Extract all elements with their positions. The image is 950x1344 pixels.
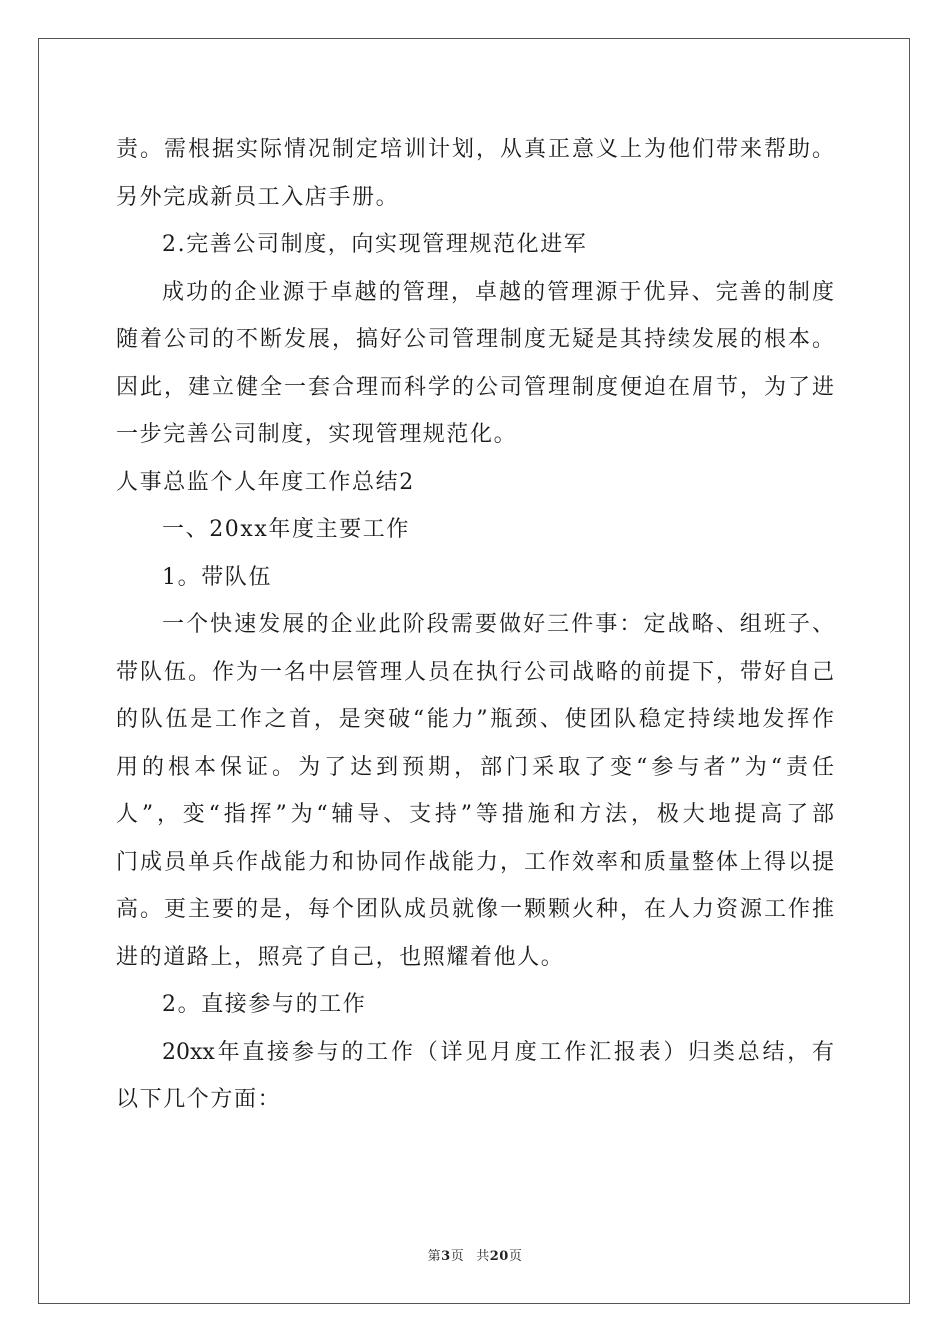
text-line: 另外完成新员工入店手册。 xyxy=(116,184,400,210)
text-line: 用的根本保证。为了达到预期，部门采取了变“参与者”为“责任 xyxy=(116,754,834,780)
page-label-suffix: 页 xyxy=(450,1249,465,1264)
page-label-prefix: 第 xyxy=(427,1249,442,1264)
subsection-heading: 2。直接参与的工作 xyxy=(162,992,367,1017)
text-line: 成功的企业源于卓越的管理，卓越的管理源于优异、完善的制度 xyxy=(162,279,834,305)
text-line: 一个快速发展的企业此阶段需要做好三件事：定战略、组班子、 xyxy=(162,612,834,637)
text-line: 高。更主要的是，每个团队成员就像一颗颗火种，在人力资源工作推 xyxy=(116,897,834,922)
text-line: 的队伍是工作之首，是突破“能力”瓶颈、使团队稳定持续地发挥作 xyxy=(116,707,834,732)
total-label-suffix: 页 xyxy=(508,1249,523,1264)
text-line: 以下几个方面： xyxy=(116,1087,282,1112)
text-line: 责。需根据实际情况制定培训计划，从真正意义上为他们带来帮助。 xyxy=(116,137,834,162)
text-line: 随着公司的不断发展，搞好公司管理制度无疑是其持续发展的根本。 xyxy=(116,327,834,352)
text-line: 带队伍。作为一名中层管理人员在执行公司战略的前提下，带好自己 xyxy=(116,659,834,685)
section-heading: 一、20xx年度主要工作 xyxy=(162,517,411,542)
document-body xyxy=(116,126,834,1124)
text-line: 20xx年直接参与的工作（详见月度工作汇报表）归类总结，有 xyxy=(162,1039,834,1065)
text-line: 因此，建立健全一套合理而科学的公司管理制度便迫在眉节，为了进 xyxy=(116,374,834,400)
total-label-prefix: 共 xyxy=(476,1249,490,1264)
page-number: 3 xyxy=(441,1249,451,1264)
text-line: 一步完善公司制度，实现管理规范化。 xyxy=(116,422,518,447)
section-heading: 2.完善公司制度，向实现管理规范化进军 xyxy=(162,232,588,257)
page-footer xyxy=(0,1245,950,1264)
subsection-heading: 1。带队伍 xyxy=(162,564,272,590)
text-line: 门成员单兵作战能力和协同作战能力，工作效率和质量整体上得以提 xyxy=(116,849,834,875)
text-line: 人”，变“指挥”为“辅导、支持”等措施和方法，极大地提高了部 xyxy=(116,802,834,827)
total-pages: 20 xyxy=(489,1249,509,1264)
document-title: 人事总监个人年度工作总结2 xyxy=(116,469,415,495)
text-line: 进的道路上，照亮了自己，也照耀着他人。 xyxy=(116,944,565,970)
